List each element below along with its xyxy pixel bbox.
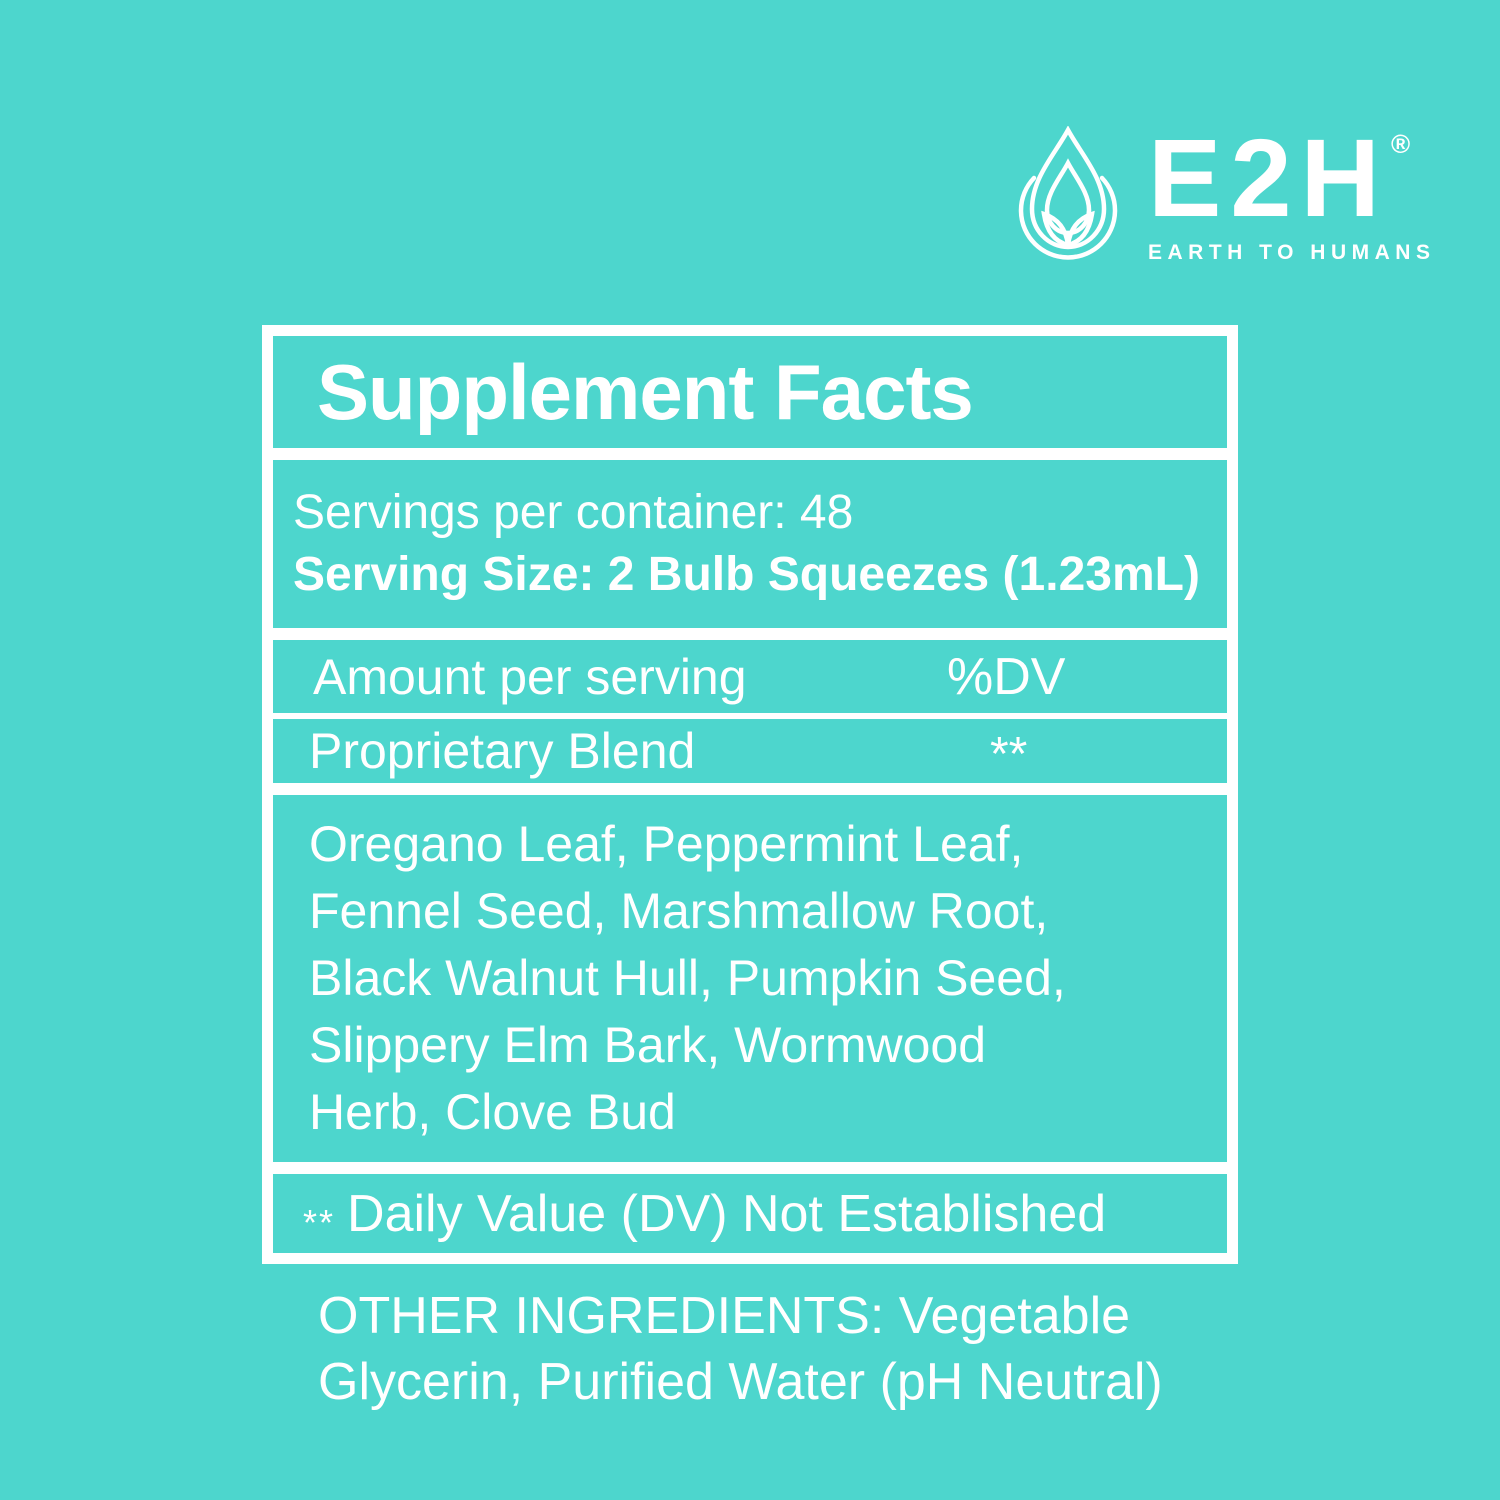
brand-name: E2H — [1148, 117, 1389, 240]
amount-per-serving-label: Amount per serving — [313, 648, 747, 705]
daily-value-footnote-row — [273, 1174, 1227, 1253]
proprietary-blend-label: Proprietary Blend — [309, 723, 696, 779]
other-ingredients: OTHER INGREDIENTS: Vegetable Glycerin, Purified Water (pH Neutral) — [318, 1287, 1163, 1411]
droplet-lotus-icon — [1010, 126, 1126, 276]
brand-logo — [1010, 117, 1436, 276]
proprietary-blend-row — [273, 719, 1227, 783]
blend-ingredients-list: Oregano Leaf, Peppermint Leaf, Fennel Seed, Marshmallow Root, Black Walnut Hull, Pumpkin Seed, Slippery Elm Bark, Wormwood Herb, Clove Bud — [273, 795, 1227, 1162]
amount-per-serving-header-row — [273, 640, 1227, 713]
footnote-text: Daily Value (DV) Not Established — [347, 1184, 1107, 1243]
facts-title: Supplement Facts — [317, 347, 973, 436]
facts-title-row — [273, 336, 1227, 448]
section-divider — [273, 1162, 1227, 1174]
serving-size: Serving Size: 2 Bulb Squeezes (1.23mL) — [293, 548, 1200, 601]
servings-row — [273, 460, 1227, 628]
servings-per-container: Servings per container: 48 — [293, 486, 854, 539]
percent-dv-label: %DV — [947, 647, 1066, 706]
registered-trademark: ® — [1390, 129, 1411, 159]
brand-wordmark — [1148, 117, 1436, 265]
section-divider — [273, 628, 1227, 640]
supplement-facts-panel — [262, 325, 1238, 1264]
footnote-marker: ** — [303, 1201, 336, 1243]
section-divider — [273, 448, 1227, 460]
section-divider — [273, 783, 1227, 795]
brand-tagline: EARTH TO HUMANS — [1148, 240, 1436, 264]
proprietary-blend-dv-value: ** — [990, 728, 1028, 781]
